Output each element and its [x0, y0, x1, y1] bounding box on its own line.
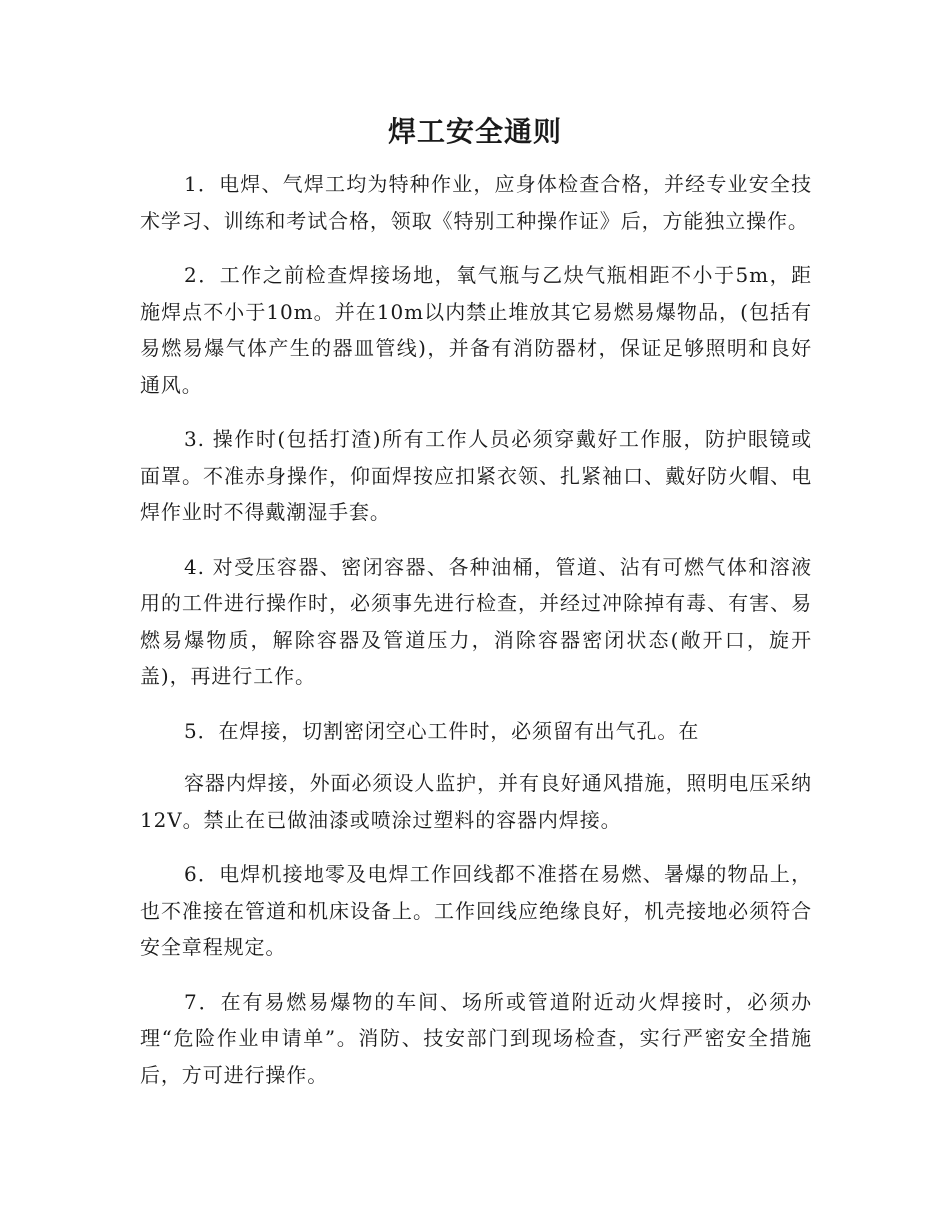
- document-body: [140, 166, 812, 1111]
- document-title: 焊工安全通则: [387, 115, 562, 148]
- paragraph-6: 6．电焊机接地零及电焊工作回线都不准搭在易燃、暑爆的物品上，也不准接在管道和机床设备上。工作回线应绝缘良好，机壳接地必须符合安全章程规定。: [140, 862, 812, 959]
- paragraph-3: 3. 操作时(包括打渣)所有工作人员必须穿戴好工作服，防护眼镜或面罩。不准赤身操作，仰面焊按应扣紧衣领、扎紧袖口、戴好防火帽、电焊作业时不得戴潮湿手套。: [140, 427, 812, 524]
- paragraph-7: 7．在有易燃易爆物的车间、场所或管道附近动火焊接时，必须办理“危险作业申请单”。消防、技安部门到现场检查，实行严密安全措施后，方可进行操作。: [140, 989, 812, 1087]
- paragraph-2: 2．工作之前检查焊接场地，氧气瓶与乙炔气瓶相距不小于5m，距施焊点不小于10m。并在10m以内禁止堆放其它易燃易爆物品，(包括有易燃易爆气体产生的器皿管线)，并备有消防器材，保证足够照明和良好通风。: [140, 263, 812, 397]
- paragraph-1: 1．电焊、气焊工均为特种作业，应身体检查合格，并经专业安全技术学习、训练和考试合格，领取《特别工种操作证》后，方能独立操作。: [140, 172, 812, 233]
- paragraph-5-continued: 容器内焊接，外面必须设人监护，并有良好通风措施，照明电压采纳12V。禁止在已做油漆或喷涂过塑料的容器内焊接。: [140, 771, 812, 832]
- paragraph-5: 5．在焊接，切割密闭空心工件时，必须留有出气孔。在: [184, 718, 700, 743]
- paragraph-4: 4. 对受压容器、密闭容器、各种油桶，管道、沾有可燃气体和溶液用的工件进行操作时，必须事先进行检查，并经过冲除掉有毒、有害、易燃易爆物质，解除容器及管道压力，消除容器密闭状态(敞开口，旋开盖)，再进行工作。: [140, 554, 812, 688]
